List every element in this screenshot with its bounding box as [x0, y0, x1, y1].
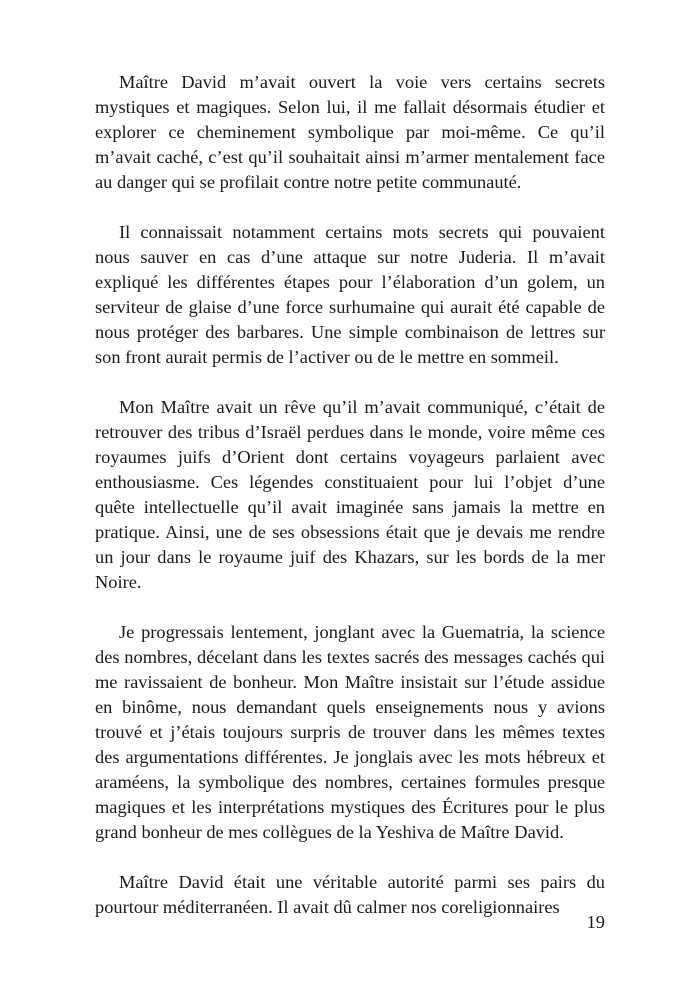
paragraph-2: Il connaissait notamment certains mots secrets qui pouvaient nous sauver en cas d’une attaque sur notre Juderia. Il m’avait expliqué les différentes étapes pour l’élaboration d’un golem, un serviteur de glaise d’une force surhumaine qui aurait été capable de nous protéger des barbares. Une simple combinaison de lettres sur son front aurait permis de l’activer ou de le mettre en sommeil. [95, 222, 605, 367]
paragraph-1: Maître David m’avait ouvert la voie vers certains secrets mystiques et magiques. Selon lui, il me fallait désormais étudier et explorer ce cheminement symbolique par moi-même. Ce qu’il m’avait caché, c’est qu’il souhaitait ainsi m’armer mentalement face au danger qui se profilait contre notre petite communauté. [95, 72, 605, 192]
paragraph-5: Maître David était une véritable autorité parmi ses pairs du pourtour méditerranéen. Il avait dû calmer nos coreligionnaires [95, 872, 605, 917]
paragraph-4: Je progressais lentement, jonglant avec la Guematria, la science des nombres, décelant dans les textes sacrés des messages cachés qui me ravissaient de bonheur. Mon Maître insistait sur l’étude assidue en binôme, nous demandant quels enseignements nous y avions trouvé et j’étais toujours surpris de trouver dans les mêmes textes des argumentations différentes. Je jonglais avec les mots hébreux et araméens, la symbolique des nombres, certaines formules presque magiques et les interprétations mystiques des Écritures pour le plus grand bonheur de mes collègues de la Yeshiva de Maître David. [95, 622, 605, 842]
body-text [95, 70, 605, 945]
page-number: 19 [586, 912, 605, 932]
paragraph-3: Mon Maître avait un rêve qu’il m’avait communiqué, c’était de retrouver des tribus d’Israël perdues dans le monde, voire même ces royaumes juifs d’Orient dont certains voyageurs parlaient avec enthousiasme. Ces légendes constituaient pour lui l’objet d’une quête intellectuelle qu’il avait imaginée sans jamais la mettre en pratique. Ainsi, une de ses obsessions était que je devais me rendre un jour dans le royaume juif des Khazars, sur les bords de la mer Noire. [95, 397, 605, 592]
